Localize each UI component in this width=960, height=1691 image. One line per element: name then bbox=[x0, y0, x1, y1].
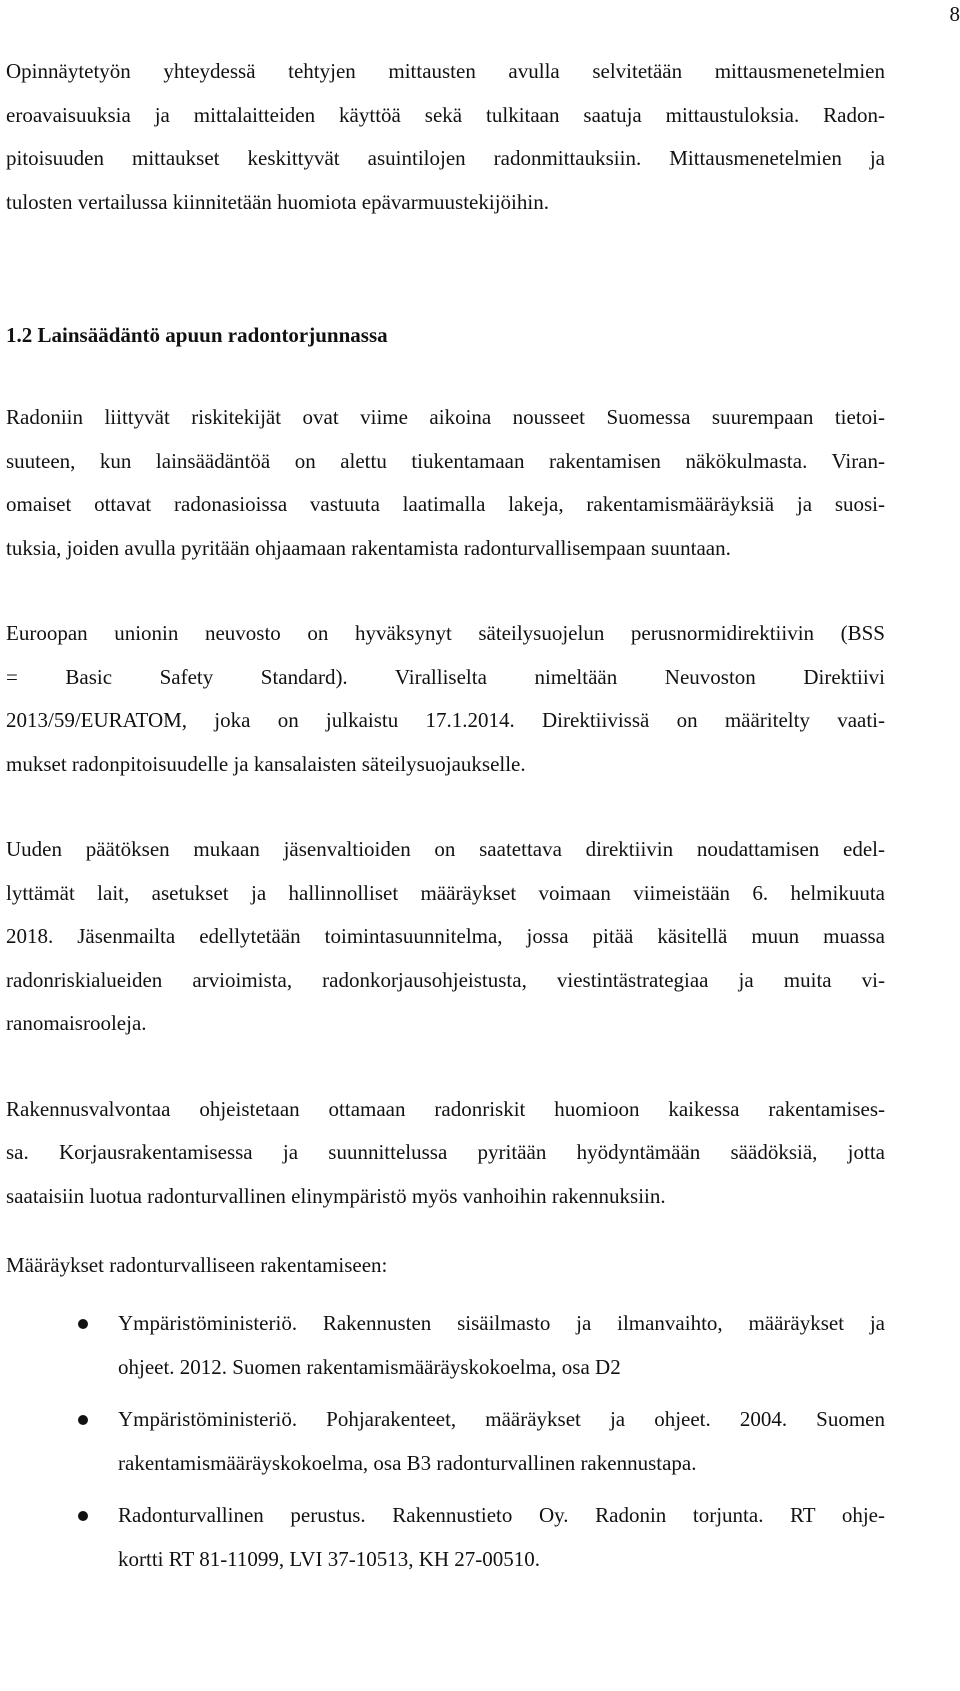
paragraph-line: radonriskialueiden arvioimista, radonkorjausohjeistusta, viestintästrategiaa ja muita vi- bbox=[6, 968, 885, 992]
paragraph-line: Euroopan unionin neuvosto on hyväksynyt säteilysuojelun perusnormidirektiivin (BSS bbox=[6, 621, 885, 645]
paragraph-line: sa. Korjausrakentamisessa ja suunnittelussa pyritään hyödyntämään säädöksiä, jotta bbox=[6, 1140, 885, 1164]
paragraph-line: saataisiin luotua radonturvallinen elinympäristö myös vanhoihin rakennuksiin. bbox=[6, 1184, 666, 1208]
paragraph-line: 2013/59/EURATOM, joka on julkaistu 17.1.2014. Direktiivissä on määritelty vaati- bbox=[6, 708, 885, 732]
list-item: rakentamismääräyskokoelma, osa B3 radonturvallinen rakennustapa. bbox=[118, 1451, 697, 1475]
paragraph-line: suuteen, kun lainsäädäntöä on alettu tiukentamaan rakentamisen näkökulmasta. Viran- bbox=[6, 449, 885, 473]
intro-line: pitoisuuden mittaukset keskittyvät asuintilojen radonmittauksiin. Mittausmenetelmien ja bbox=[6, 146, 885, 170]
paragraph-line: Uuden päätöksen mukaan jäsenvaltioiden on saatettava direktiivin noudattamisen edel- bbox=[6, 837, 885, 861]
bullet-icon bbox=[78, 1319, 88, 1329]
paragraph-line: lyttämät lait, asetukset ja hallinnolliset määräykset voimaan viimeistään 6. helmikuuta bbox=[6, 881, 885, 905]
intro-line: tulosten vertailussa kiinnitetään huomiota epävarmuustekijöihin. bbox=[6, 190, 549, 214]
paragraph-line: ranomaisrooleja. bbox=[6, 1011, 147, 1035]
paragraph-line: = Basic Safety Standard). Viralliselta nimeltään Neuvoston Direktiivi bbox=[6, 665, 885, 689]
page-number: 8 bbox=[949, 2, 960, 26]
intro-line: Opinnäytetyön yhteydessä tehtyjen mittausten avulla selvitetään mittausmenetelmien bbox=[6, 59, 885, 83]
paragraph-line: Radoniin liittyvät riskitekijät ovat viime aikoina nousseet Suomessa suurempaan tietoi- bbox=[6, 405, 885, 429]
bullet-icon bbox=[78, 1415, 88, 1425]
paragraph-line: omaiset ottavat radonasioissa vastuuta laatimalla lakeja, rakentamismääräyksiä ja suosi- bbox=[6, 492, 885, 516]
list-item: ohjeet. 2012. Suomen rakentamismääräyskokoelma, osa D2 bbox=[118, 1355, 621, 1379]
paragraph-line: tuksia, joiden avulla pyritään ohjaamaan rakentamista radonturvallisempaan suuntaan. bbox=[6, 536, 731, 560]
paragraph-line: mukset radonpitoisuudelle ja kansalaisten säteilysuojaukselle. bbox=[6, 752, 526, 776]
list-item: Radonturvallinen perustus. Rakennustieto Oy. Radonin torjunta. RT ohje- bbox=[118, 1503, 885, 1527]
list-item: Ympäristöministeriö. Pohjarakenteet, määräykset ja ohjeet. 2004. Suomen bbox=[118, 1407, 885, 1431]
list-intro: Määräykset radonturvalliseen rakentamiseen: bbox=[6, 1253, 388, 1277]
paragraph-line: 2018. Jäsenmailta edellytetään toimintasuunnitelma, jossa pitää käsitellä muun muassa bbox=[6, 924, 885, 948]
list-item: kortti RT 81-11099, LVI 37-10513, KH 27-00510. bbox=[118, 1547, 541, 1571]
list-item: Ympäristöministeriö. Rakennusten sisäilmasto ja ilmanvaihto, määräykset ja bbox=[118, 1311, 885, 1335]
bullet-icon bbox=[78, 1511, 88, 1521]
intro-line: eroavaisuuksia ja mittalaitteiden käyttöä sekä tulkitaan saatuja mittaustuloksia. Radon- bbox=[6, 103, 885, 127]
paragraph-line: Rakennusvalvontaa ohjeistetaan ottamaan radonriskit huomioon kaikessa rakentamises- bbox=[6, 1097, 885, 1121]
section-heading: 1.2 Lainsäädäntö apuun radontorjunnassa bbox=[6, 323, 388, 347]
